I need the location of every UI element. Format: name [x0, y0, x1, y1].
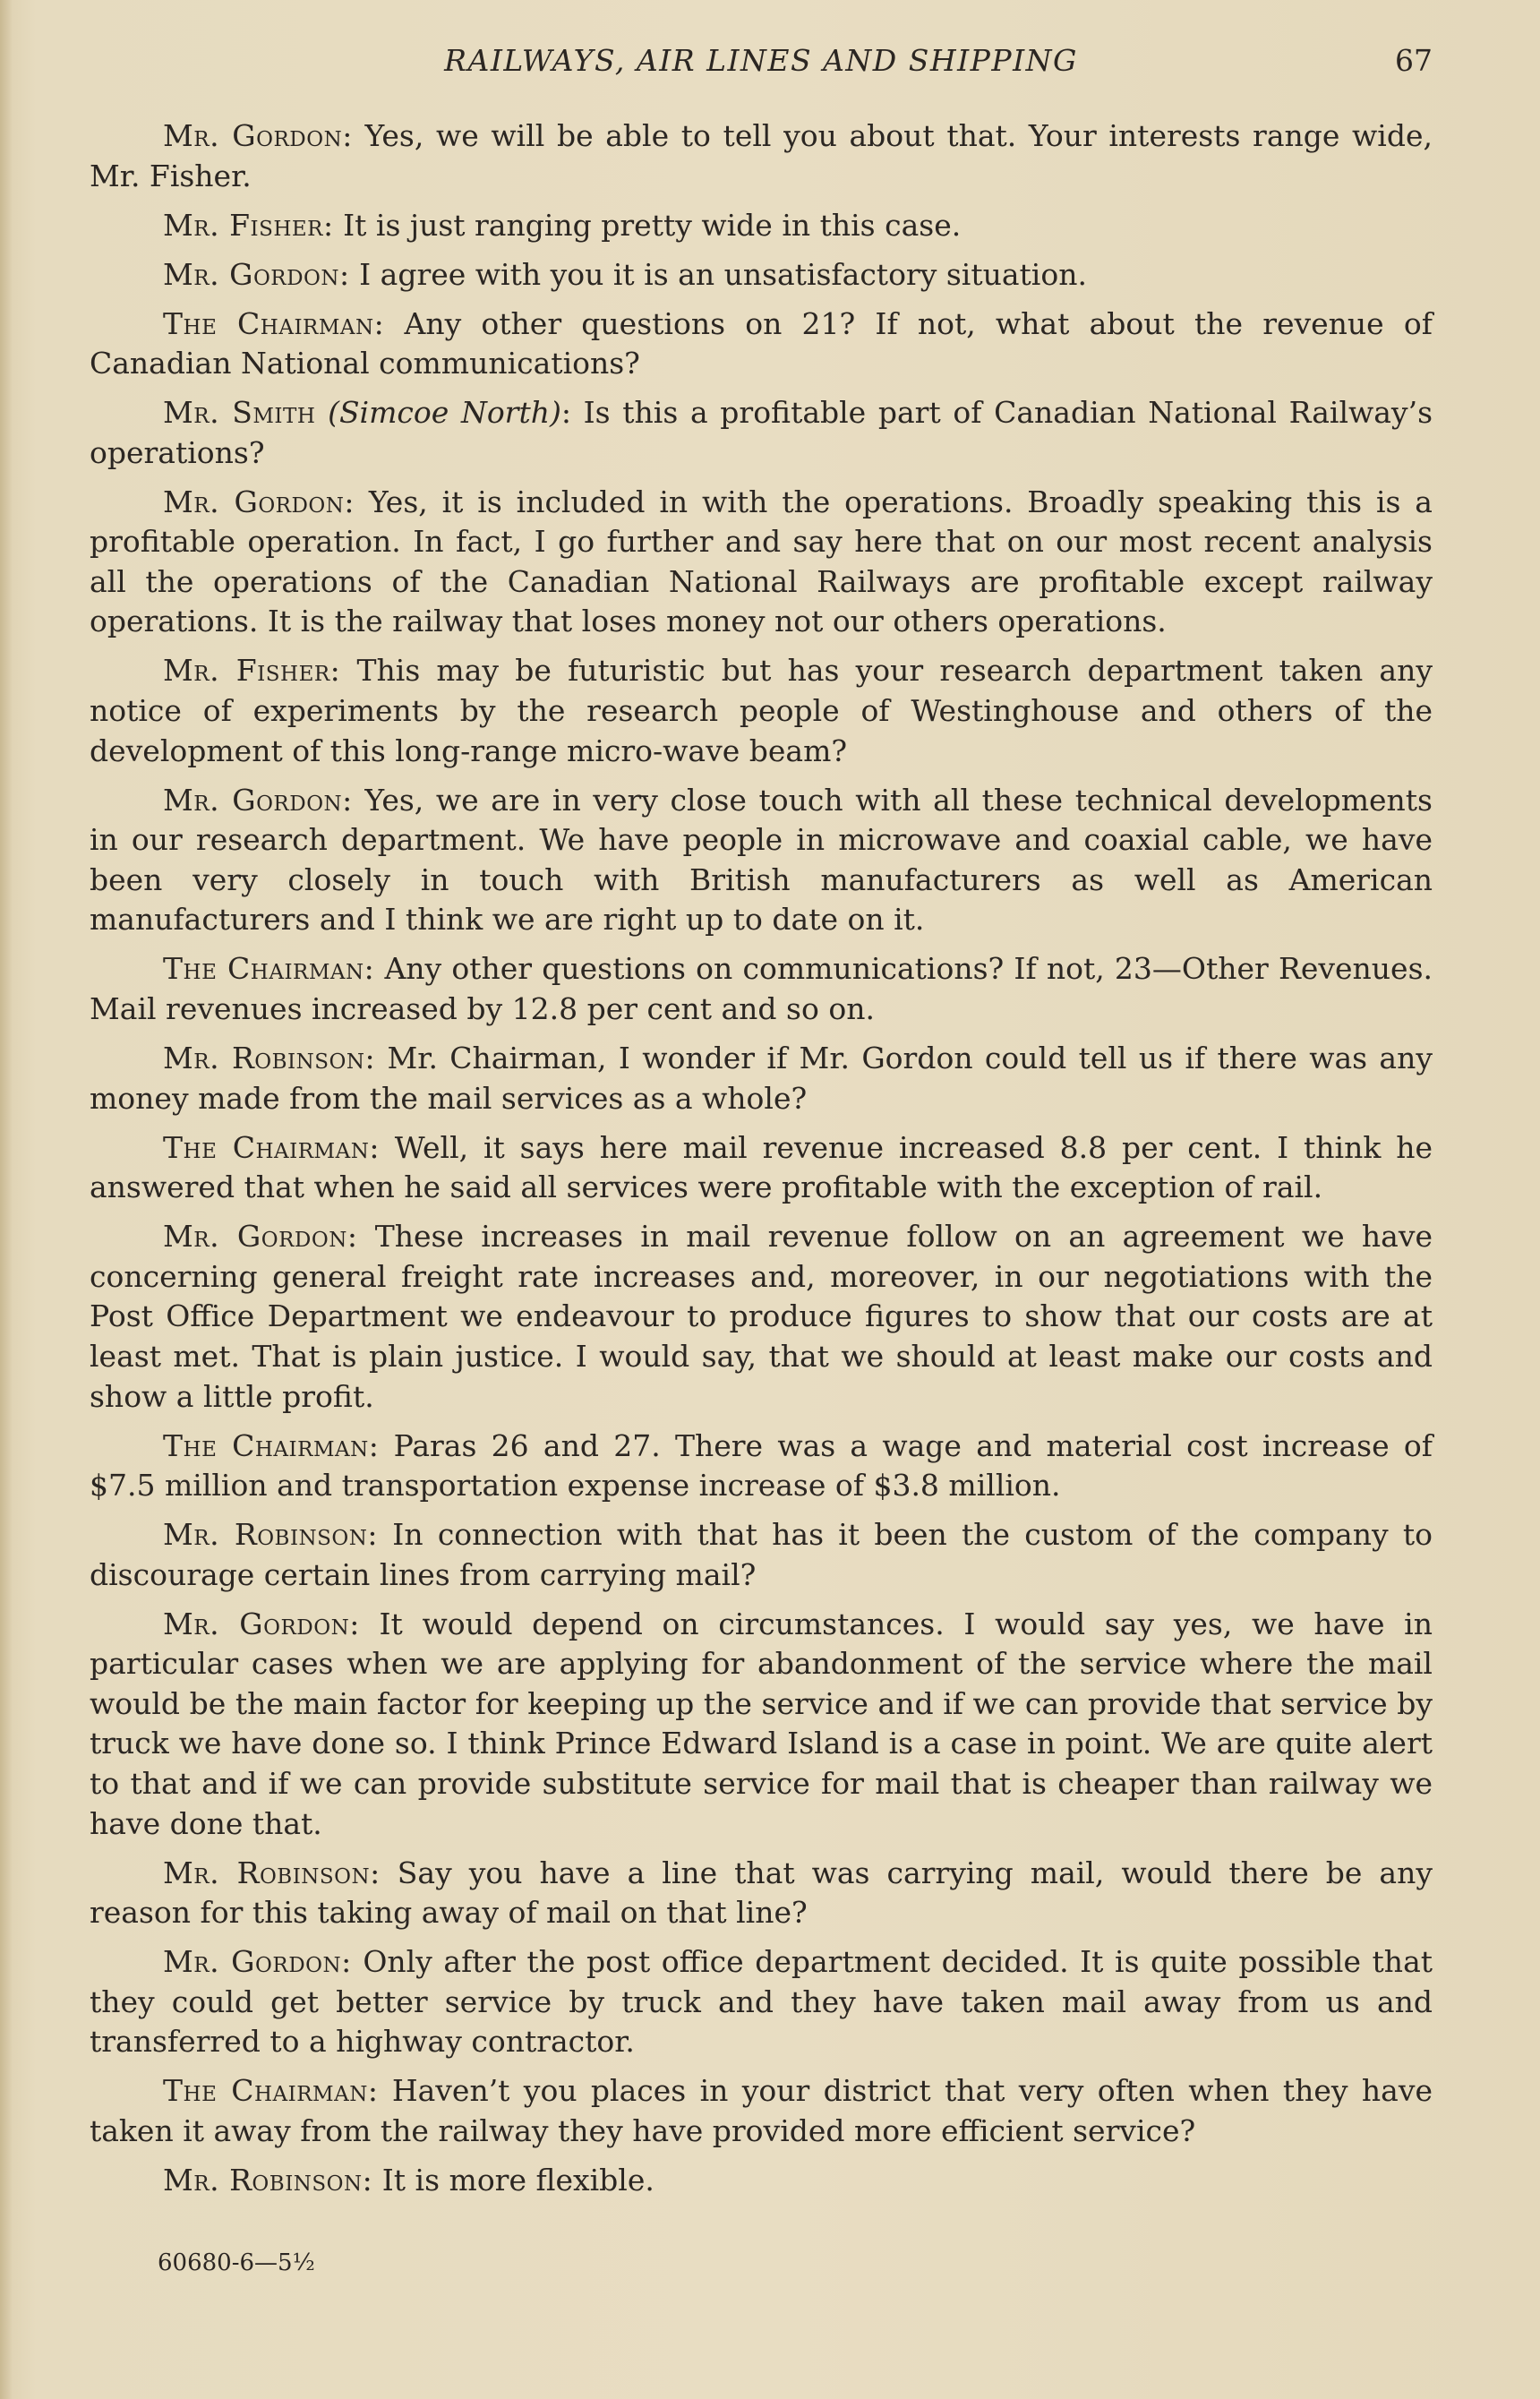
transcript-paragraph: [90, 116, 1433, 196]
transcript-paragraph: [90, 1427, 1433, 1506]
speech-text: It is just ranging pretty wide in this case.: [333, 207, 962, 243]
speaker-name: The Chairman:: [163, 951, 375, 987]
transcript-paragraph: [90, 1039, 1433, 1118]
speech-text: Yes, we are in very close touch with all these technical developments in our research department. We have people in microwave and coaxial cable, we have been very closely in touch with British manufacturers as well as American manufacturers and I think we are right up to date on it.: [90, 782, 1433, 938]
speech-text: I agree with you it is an unsatisfactory situation.: [349, 256, 1087, 292]
speaker-riding: (Simcoe North): [315, 395, 561, 431]
speech-text: Any other questions on 21? If not, what about the revenue of Canadian National communications?: [90, 305, 1433, 381]
transcript-paragraph: [90, 949, 1433, 1029]
speaker-name: Mr. Smith: [163, 395, 316, 431]
speaker-name: Mr. Fisher:: [163, 207, 334, 243]
speaker-name: Mr. Gordon:: [163, 118, 353, 153]
transcript-paragraph: [90, 2071, 1433, 2151]
speech-text: Yes, it is included in with the operations. Broadly speaking this is a profitable operation. In fact, I go further and say here that on our most recent analysis all the operations of the Canadian National Railways are profitable except railway operations. It is the railway that loses money not our others operations.: [90, 484, 1433, 639]
speech-text: Only after the post office department decided. It is quite possible that they could get better service by truck and they have taken mail away from us and transferred to a highway contractor.: [90, 1944, 1433, 2060]
transcript-paragraph: [90, 206, 1433, 246]
speaker-name: Mr. Gordon:: [163, 1944, 352, 1980]
transcript-paragraph: [90, 2161, 1433, 2201]
speaker-name: Mr. Gordon:: [163, 782, 353, 818]
transcript-paragraph: [90, 393, 1433, 473]
speaker-name: Mr. Gordon:: [163, 1219, 358, 1255]
speaker-name: The Chairman:: [163, 305, 385, 341]
speech-text: These increases in mail revenue follow on an agreement we have concerning general freight rate increases and, moreover, in our negotiations with the Post Office Department we endeavour to produce figures to show that our costs are at least met. That is plain justice. I would say, that we should at least make our costs and show a little profit.: [90, 1219, 1433, 1414]
speech-text: Mr. Chairman, I wonder if Mr. Gordon could tell us if there was any money made from the mail services as a whole?: [90, 1040, 1433, 1116]
running-title: RAILWAYS, AIR LINES AND SHIPPING: [444, 43, 1078, 78]
speaker-name: Mr. Gordon:: [163, 1606, 360, 1641]
speech-text: Any other questions on communications? If not, 23—Other Revenues. Mail revenues increased by 12.8 per cent and so on.: [90, 951, 1433, 1026]
transcript-body: [90, 116, 1433, 2210]
speaker-name: Mr. Fisher:: [163, 653, 341, 689]
transcript-paragraph: [90, 1605, 1433, 1845]
speech-text: In connection with that has it been the custom of the company to discourage certain lines from carrying mail?: [90, 1517, 1433, 1592]
transcript-paragraph: [90, 1128, 1433, 1208]
transcript-paragraph: [90, 1854, 1433, 1933]
speaker-name: The Chairman:: [163, 1129, 380, 1165]
transcript-paragraph: [90, 304, 1433, 384]
speech-text: Well, it says here mail revenue increased 8.8 per cent. I think he answered that when he said all services were profitable with the exception of rail.: [90, 1129, 1433, 1205]
page-spine-shadow: [0, 0, 13, 2399]
speech-text: It is more flexible.: [372, 2162, 654, 2198]
transcript-paragraph: [90, 651, 1433, 771]
speech-text: : Is this a profitable part of Canadian National Railway’s operations?: [90, 395, 1433, 470]
speech-text: Haven’t you places in your district that very often when they have taken it away from the railway they have provided more efficient service?: [90, 2073, 1433, 2148]
speaker-name: Mr. Robinson:: [163, 1855, 381, 1890]
transcript-paragraph: [90, 1217, 1433, 1417]
speech-text: Yes, we will be able to tell you about that. Your interests range wide, Mr. Fisher.: [90, 118, 1433, 193]
speech-text: Paras 26 and 27. There was a wage and material cost increase of $7.5 million and transportation expense increase of $3.8 million.: [90, 1427, 1433, 1504]
transcript-paragraph: [90, 255, 1433, 296]
speaker-name: The Chairman:: [163, 2073, 379, 2109]
speaker-name: Mr. Robinson:: [163, 1517, 379, 1553]
page-number: 67: [1395, 43, 1433, 78]
speaker-name: Mr. Robinson:: [163, 1040, 376, 1075]
printer-signature-code: 60680-6—5½: [158, 2249, 315, 2276]
speaker-name: The Chairman:: [163, 1427, 380, 1463]
speaker-name: Mr. Gordon:: [163, 256, 350, 292]
speaker-name: Mr. Robinson:: [163, 2162, 373, 2198]
transcript-paragraph: [90, 1515, 1433, 1595]
page-header: [90, 39, 1433, 84]
speech-text: It would depend on circumstances. I would say yes, we have in particular cases when we are applying for abandonment of the service where the mail would be the main factor for keeping up the service and if we can provide that service by truck we have done so. I think Prince Edward Island is a case in point. We are quite alert to that and if we can provide substitute service for mail that is cheaper than railway we have done that.: [90, 1606, 1433, 1841]
speech-text: Say you have a line that was carrying mail, would there be any reason for this taking away of mail on that line?: [90, 1855, 1433, 1931]
speaker-name: Mr. Gordon:: [163, 484, 355, 519]
transcript-paragraph: [90, 483, 1433, 642]
transcript-paragraph: [90, 781, 1433, 940]
speech-text: This may be futuristic but has your research department taken any notice of experiments by the research people of Westinghouse and others of the development of this long-range micro-wave beam?: [90, 653, 1433, 768]
transcript-paragraph: [90, 1942, 1433, 2062]
